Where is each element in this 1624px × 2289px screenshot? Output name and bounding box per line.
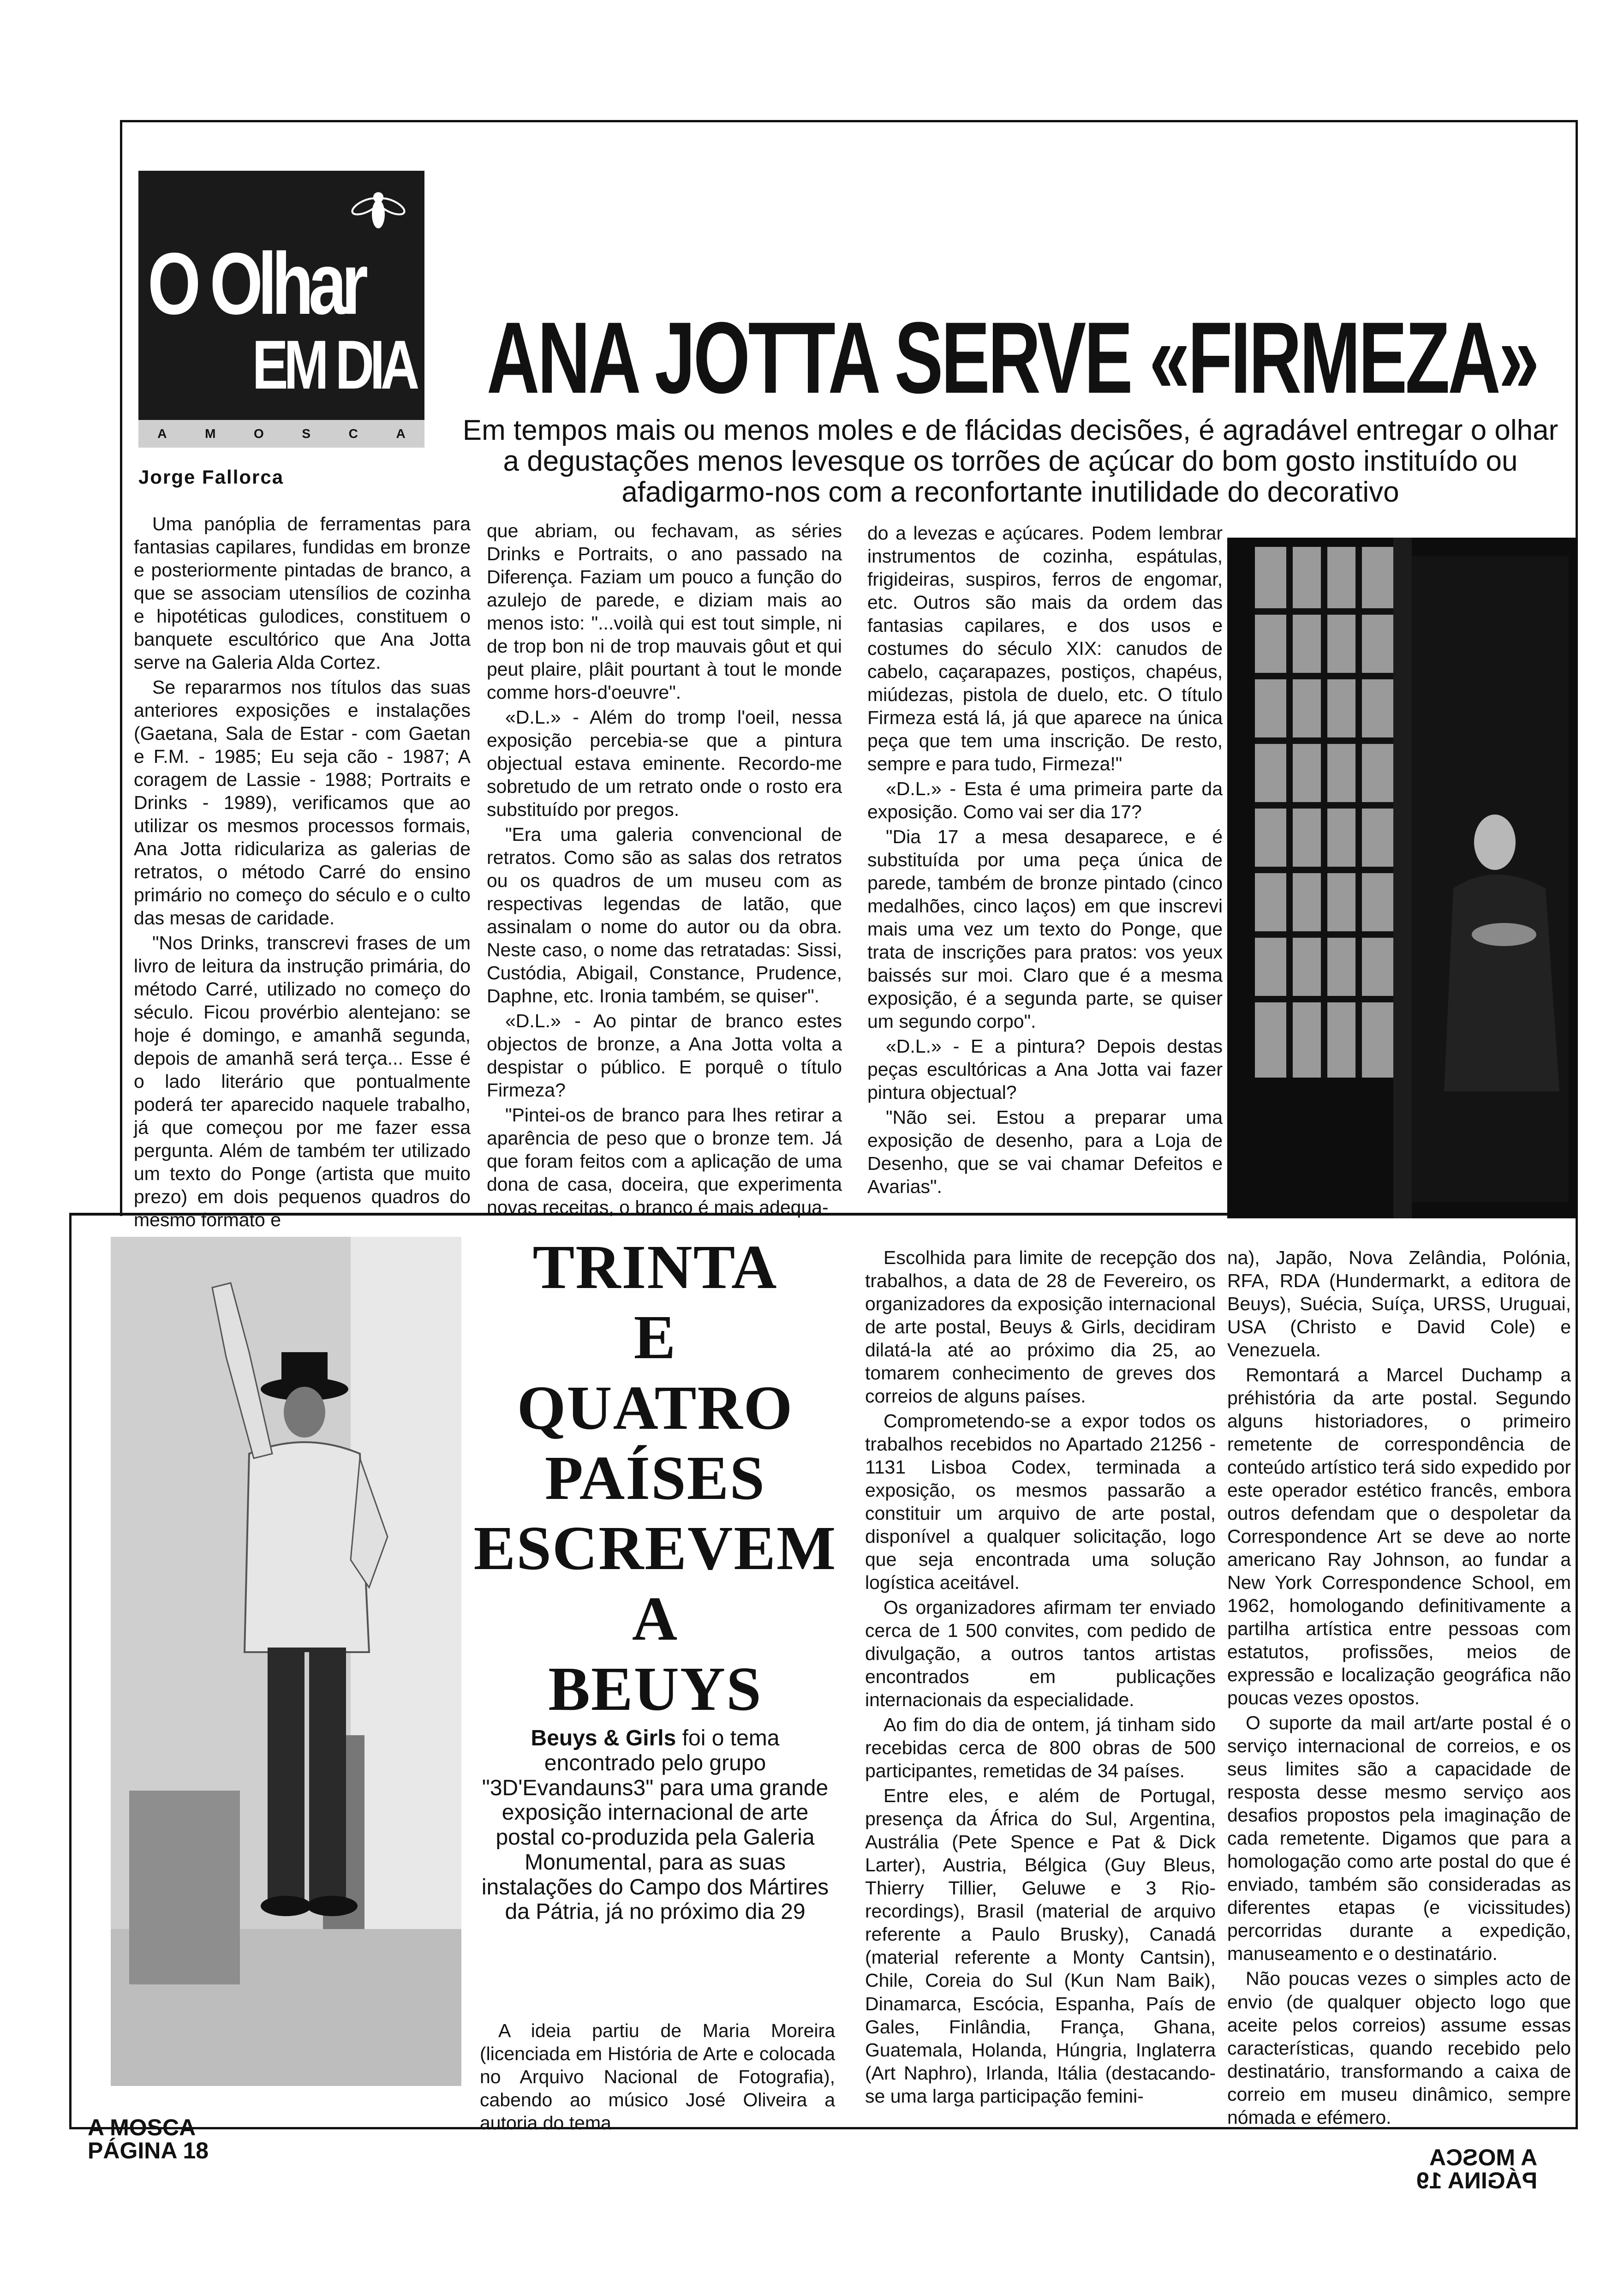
article1-column2 [487,519,842,1221]
article2-column1 [480,2019,835,2136]
paragraph: que abriam, ou fechavam, as séries Drinks e Portraits, o ano passado na Diferença. Faziam um pouco a função do azulejo de parede, e diziam mais ao menos isto: "...voilà qui est tout simple, ni de trop bon ni de trop mauvais gôut et qui peut plaire, plâit pourtant à tout le monde comme hors-d'oeuvre". [487,520,842,703]
paragraph: "Dia 17 a mesa desaparece, e é substituída por uma peça única de parede, também de bronze pintado (cinco medalhões, cinco laços) em que inscrevi mais uma vez um texto do Ponge, que trata de inscrições para pratos: vos yeux baissés sur moi. Claro que é a mesma exposição, é a segunda parte, se quiser um segundo corpo". [867,826,1223,1032]
strip-letter: A [157,426,167,441]
strip-letter: S [302,426,311,441]
paragraph: Não poucas vezes o simples acto de envio (de qualquer objecto logo que aceite pelos correios) assume essas características, quando recebido pelo destinatário, transformando a caixa de correio em museu dinâmico, sempre nómada e efémero. [1227,1968,1571,2128]
section-badge [138,171,424,420]
paragraph: Remontará a Marcel Duchamp a préhistória da arte postal. Segundo alguns historiadores, o primeiro remetente de correspondência de conteúdo artístico terá sido expedido por este operador estético francês, embora outros defendam que o despoletar da Correspondence Art se deve ao norte americano Ray Johnson, ao fundar a New York Correspondence School, em 1962, homologando definitivamente a partilha artística entre pessoas com estatutos, profissões, meios de expressão e localização geográfica não poucas vezes opostos. [1227,1364,1571,1709]
article2-column2 [865,1246,1216,2109]
paragraph: "Era uma galeria convencional de retratos. Como são as salas dos retratos ou os quadros de um museu com as respectivas legendas de latão, que assinalam o nome do autor ou da obra. Neste caso, o nome das retratadas: Sissi, Custódia, Abigail, Constance, Prudence, Daphne, etc. Ironia também, se quiser". [487,824,842,1007]
section-title-line2: EM DIA [252,326,415,403]
article1-deck: Em tempos mais ou menos moles e de flácidas decisões, é agradável entregar o olhar a degustações menos levesque os torrões de açúcar do bom gosto instituído ou afadigarmo-nos com a reconfortante inutilidade do decorativo [462,414,1558,508]
mirrored-footer [1416,2146,1537,2192]
photo-artist-window [1227,538,1578,1218]
article1-column3 [867,521,1223,1200]
mirrored-page-number: PÁGINA 19 [1416,2168,1538,2193]
paragraph: «D.L.» - E a pintura? Depois destas peças escultóricas a Ana Jotta vai fazer pintura objectual? [867,1036,1223,1103]
page-footer [88,2116,209,2162]
paragraph: A ideia partiu de Maria Moreira (licenciada em História de Arte e colocada no Arquivo Nacional de Fotografia), cabendo ao músico José Oliveira a autoria do tema. [480,2020,835,2134]
paragraph: Escolhida para limite de recepção dos trabalhos, a data de 28 de Fevereiro, os organizadores da exposição internacional de arte postal, Beuys & Girls, decidiram dilatá-la até ao próximo dia 25, ao tomarem conhecimento de greves dos correios de alguns países. [865,1247,1216,1407]
article1-column1 [134,512,471,1233]
strip-letter: M [205,426,216,441]
headline-line: TRINTA [532,1233,778,1302]
section-title-line1: O Olhar [148,235,364,333]
paragraph: Comprometendo-se a expor todos os trabalhos recebidos no Apartado 21256 - 1131 Lisboa Codex, terminada a exposição, os mesmos passarão a constituir um arquivo de arte postal, disponível a qualquer solicitação, logo que seja encontrada uma solução logística aceitável. [865,1410,1216,1594]
paragraph: Ao fim do dia de ontem, já tinham sido recebidas cerca de 800 obras de 500 participantes, remetidas de 34 países. [865,1714,1216,1782]
article1-headline: ANA JOTTA SERVE «FIRMEZA» [487,301,1538,414]
mirrored-publication-name: A MOSCA [1429,2145,1538,2170]
headline-line: PAÍSES [544,1443,766,1513]
paragraph: do a levezas e açúcares. Podem lembrar instrumentos de cozinha, espátulas, frigideiras, suspiros, ferros de engomar, etc. Outros são mais da ordem das fantasias capilares, e dos usos e costumes do século XIX: canudos de cabelo, caçarapazes, postiços, chapéus, miúdezas, pistola de duelo, etc. O título Firmeza está lá, já que aparece na única peça que tem uma inscrição. De resto, sempre e para tudo, Firmeza!" [867,522,1223,775]
headline-line: A [632,1584,679,1654]
headline-line: BEUYS [548,1654,762,1724]
strip-letter: C [348,426,358,441]
article2-column3 [1227,1246,1571,2131]
paragraph: "Pintei-os de branco para lhes retirar a aparência de peso que o bronze tem. Já que foram feitos com a aplicação de uma dona de casa, doceira, que experimenta novas receitas, o branco é mais adequa- [487,1104,842,1218]
lead-text: foi o tema encontrado pelo grupo "3D'Evandauns3" para uma grande exposição internacional de arte postal co-produzida pela Galeria Monumental, para as suas instalações do Campo dos Mártires da Pátria, já no próximo dia 29 [481,1726,829,1924]
paragraph: «D.L.» - Além do tromp l'oeil, nessa exposição percebia-se que a pintura objectual estava eminente. Recordo-me sobretudo de um retrato onde o rosto era substituído por pregos. [487,707,842,821]
article2-headline [471,1232,840,1724]
page-number: PÁGINA 18 [88,2138,209,2163]
paragraph: "Nos Drinks, transcrevi frases de um livro de leitura da instrução primária, do método Carré, utilizado no começo do século. Ficou provérbio alentejano: se hoje é domingo, e amanhã segunda, depois de amanhã será terça... Esse é o lado literário que pontualmente poderá ter aparecido naquele trabalho, já que começou por me fazer essa pergunta. Além de também ter utilizado um texto do Ponge (artista que muito prezo) em dois pequenos quadros do mesmo formato e [134,932,471,1231]
paragraph: «D.L.» - Ao pintar de branco estes objectos de bronze, a Ana Jotta volta a despistar o público. E porquê o título Firmeza? [487,1010,842,1101]
paragraph: O suporte da mail art/arte postal é o serviço internacional de correios, e os seus limites são a capacidade de resposta desse mesmo serviço aos desafios propostos pela imaginação de cada remetente. Digamos que para a homologação como arte postal do que é enviado, também são consideradas as diferentes etapas (e vicissitudes) percorridas durante a expedição, manuseamento e o destinatário. [1227,1712,1571,1965]
paragraph: na), Japão, Nova Zelândia, Polónia, RFA, RDA (Hundermarkt, a editora de Beuys), Suécia, Suíça, URSS, Uruguai, USA (Christo e David Cole) e Venezuela. [1227,1247,1571,1361]
paragraph: Se repararmos nos títulos das suas anteriores exposições e instalações (Gaetana, Sala de Estar - com Gaetan e F.M. - 1985; Eu seja cão - 1987; A coragem de Lassie - 1988; Portraits e Drinks - 1989), verificamos que ao utilizar os mesmos processos formais, Ana Jotta ridiculariza as galerias de retratos, o método Carré do ensino primário no começo do século e o culto das mesas de caridade. [134,677,471,929]
paragraph: Entre eles, e além de Portugal, presença da África do Sul, Argentina, Austrália (Pete Spence e Pat & Dick Larter), Austria, Bélgica (Guy Bleus, Thierry Tillier, Geluwe e 3 Rio-recordings), Brasil (material de arquivo referente a Paulo Brusky), Canadá (material referente a Monty Cantsin), Chile, Coreia do Sul (Kun Nam Baik), Dinamarca, Escócia, Espanha, País de Gales, Finlândia, França, Ghana, Guatemala, Holanda, Húngria, Inglaterra (Art Naphro), Irlanda, Itália (destacando-se uma larga participação femini- [865,1785,1216,2107]
paragraph: "Não sei. Estou a preparar uma exposição de desenho, para a Loja de Desenho, que se vai chamar Defeitos e Avarias". [867,1107,1223,1198]
paragraph: Os organizadores afirmam ter enviado cerca de 1 500 convites, com pedido de divulgação, a outros tantos artistas encontrados em publicações internacionais da especialidade. [865,1597,1216,1711]
section-strip [138,420,424,448]
strip-letter: A [396,426,406,441]
photo-beuys [111,1237,461,2086]
strip-letter: O [254,426,264,441]
fly-icon [346,175,411,240]
lead-emphasis: Beuys & Girls [531,1726,676,1750]
paragraph: «D.L.» - Esta é uma primeira parte da exposição. Como vai ser dia 17? [867,778,1223,823]
paragraph: Uma panóplia de ferramentas para fantasias capilares, fundidas em bronze e posteriormente pintadas de branco, a que se associam utensílios de cozinha e hipotéticas gulodices, constituem o banquete escultórico que Ana Jotta serve na Galeria Alda Cortez. [134,513,471,673]
headline-line: ESCREVEM [473,1514,837,1583]
author-byline: Jorge Fallorca [138,466,284,488]
headline-line: QUATRO [517,1373,794,1443]
publication-name: A MOSCA [88,2115,196,2140]
headline-line: E [633,1303,677,1372]
article2-lead [480,1726,830,1924]
